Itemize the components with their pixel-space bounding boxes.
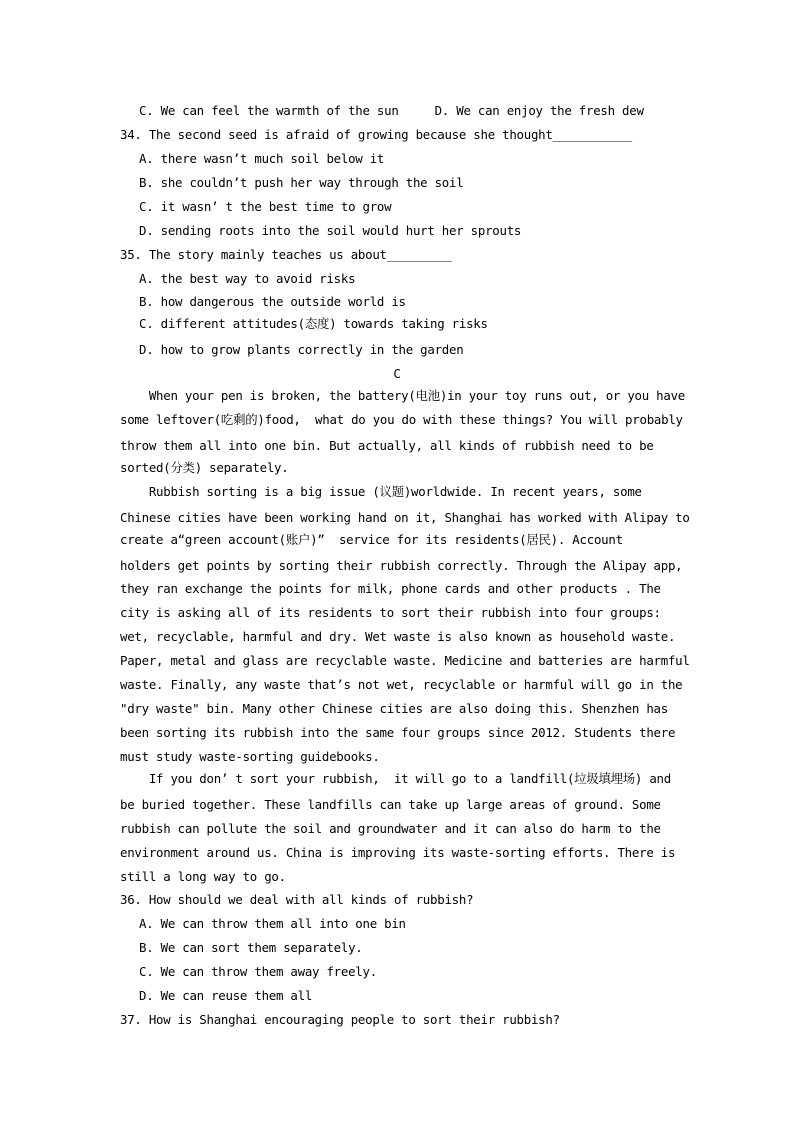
- passage-line: create a“green account(账户)” service for its residents(居民). Account: [120, 532, 623, 547]
- passage-line: city is asking all of its residents to sort their rubbish into four groups:: [120, 605, 661, 620]
- q34-option-c: C. it wasn’ t the best time to grow: [139, 199, 392, 214]
- question-36: 36. How should we deal with all kinds of rubbish?: [120, 892, 474, 907]
- q34-option-d: D. sending roots into the soil would hurt her sprouts: [139, 223, 522, 238]
- q35-option-d: D. how to grow plants correctly in the garden: [139, 342, 464, 357]
- passage-line: some leftover(吃剩的)food, what do you do with these things? You will probably: [120, 412, 683, 427]
- q35-option-b: B. how dangerous the outside world is: [139, 294, 406, 309]
- passage-line: holders get points by sorting their rubbish correctly. Through the Alipay app,: [120, 558, 683, 573]
- q36-option-a: A. We can throw them all into one bin: [139, 916, 406, 931]
- passage-line: "dry waste" bin. Many other Chinese cities are also doing this. Shenzhen has: [120, 701, 668, 716]
- q36-option-b: B. We can sort them separately.: [139, 940, 363, 955]
- q35-option-a: A. the best way to avoid risks: [139, 271, 356, 286]
- passage-line: sorted(分类) separately.: [120, 460, 289, 475]
- passage-line: rubbish can pollute the soil and groundwater and it can also do harm to the: [120, 821, 661, 836]
- section-heading-c: C: [393, 366, 401, 381]
- passage-line: When your pen is broken, the battery(电池)in your toy runs out, or you have: [120, 388, 686, 403]
- passage-line: throw them all into one bin. But actually, all kinds of rubbish need to be: [120, 438, 654, 453]
- q36-option-d: D. We can reuse them all: [139, 988, 313, 1003]
- passage-line: Rubbish sorting is a big issue (议题)worldwide. In recent years, some: [120, 484, 642, 499]
- question-34: 34. The second seed is afraid of growing because she thought___________: [120, 127, 632, 142]
- passage-line: If you don’ t sort your rubbish, it will go to a landfill(垃圾填埋场) and: [120, 771, 671, 786]
- q35-option-c: C. different attitudes(态度) towards taking risks: [139, 316, 488, 331]
- passage-line: still a long way to go.: [120, 869, 286, 884]
- passage-line: waste. Finally, any waste that’s not wet, recyclable or harmful will go in the: [120, 677, 683, 692]
- passage-line: Paper, metal and glass are recyclable waste. Medicine and batteries are harmful: [120, 653, 690, 668]
- passage-line: be buried together. These landfills can take up large areas of ground. Some: [120, 797, 661, 812]
- question-35: 35. The story mainly teaches us about_________: [120, 247, 452, 262]
- passage-line: Chinese cities have been working hand on it, Shanghai has worked with Alipay to: [120, 510, 690, 525]
- passage-line: environment around us. China is improving its waste-sorting efforts. There is: [120, 845, 676, 860]
- passage-line: wet, recyclable, harmful and dry. Wet waste is also known as household waste.: [120, 629, 676, 644]
- passage-line: must study waste-sorting guidebooks.: [120, 749, 380, 764]
- q34-option-b: B. she couldn’t push her way through the soil: [139, 175, 464, 190]
- question-37: 37. How is Shanghai encouraging people to sort their rubbish?: [120, 1012, 560, 1027]
- q33-options-cd: C. We can feel the warmth of the sun D. We can enjoy the fresh dew: [139, 103, 644, 118]
- q36-option-c: C. We can throw them away freely.: [139, 964, 377, 979]
- passage-line: been sorting its rubbish into the same four groups since 2012. Students there: [120, 725, 676, 740]
- q34-option-a: A. there wasn’t much soil below it: [139, 151, 385, 166]
- passage-line: they ran exchange the points for milk, phone cards and other products . The: [120, 581, 661, 596]
